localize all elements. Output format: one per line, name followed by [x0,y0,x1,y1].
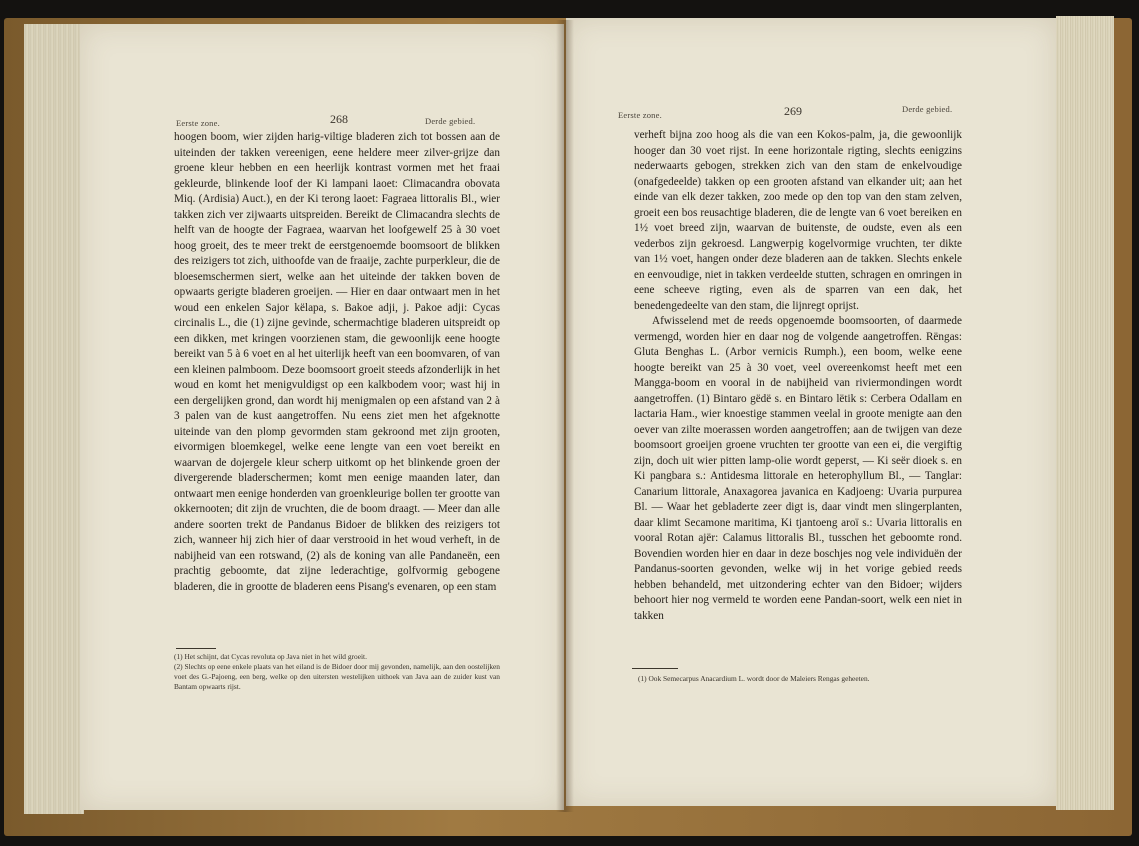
right-page [566,18,1056,806]
footnote: (2) Slechts op eene enkele plaats van het eiland is de Bidoer door mij gevonden, namelijk, aan den oostelijken voet des G.-Pajoeng, een berg, welke op den uitersten westelijken uithoek van Java aan de zuider kust van Bantam opwaarts rijst. [174,662,500,691]
footnote-divider [632,668,678,669]
left-footnotes [174,652,500,692]
paragraph: hoogen boom, wier zijden harig-viltige bladeren zich tot bossen aan de uiteinden der takken vereenigen, eene heldere meer zilver-grijze dan groene kleur hebben en een heerlijk kontrast vormen met het fraai gekleurde, blinkende loof der Ki lampani laoet: Climacandra obovata Miq. (Ardisia) Auct.), en der Ki terong laoet: Fagraea littoralis Bl., wier takken zich ver zijwaarts uitspreiden. Bereikt de Climacandra slechts de helft van de hoogte der Fagraea, waarvan het loofgewelf 25 à 30 voet hoog groeit, des te meer trekt de eerstgenoemde boomsoort de blikken des reizigers tot zich, uithoofde van de fraaije, zachte purperkleur, die de bloesemschermen siert, welke aan het uiteinde der takken boven de opwaarts gerigte bladeren groeijen. — Hier en daar ontwaart men in het woud een enkelen Sajor këlapa, s. Bakoe adji, j. Pakoe adji: Cycas circinalis L., die (1) zijne gevinde, schermachtige bladeren uitspreidt op een dikken, met kringen voorzienen stam, die gewoonlijk eene hoogte bereikt van 5 à 6 voet en al het uiterlijk heeft van een boomvaren, of van een kleinen palmboom. Deze boomsoort groeit steeds afzonderlijk in het woud en komt het menigvuldigst op een kalkbodem voor; wast hij in een dergelijken grond, dan wordt hij menigmalen op een afstand van 2 à 3 palen van de kust aangetroffen. Nu eens ziet men het afgeknotte uiteinde van den plomp gevormden stam gekroond met zijn grooten, eivormigen bloemkegel, welke eene lengte van een voet bereikt en waarvan de dojergele kleur scherp uitkomt op het blinkende groen der divergerende bladerschermen; komt men eenige maanden later, dan ontwaart men eenige honderden van groenkleurige bollen ter grootte van okkernooten; dit zijn de vruchten, die de boom draagt. — Meer dan alle andere soorten trekt de Pandanus Bidoer de blikken des reizigers tot zich, wanneer hij zich hier of daar verstrooid in het woud verheft, in de nabijheid van een rotswand, (2) als de koning van alle Pandaneën, een prachtig geboomte, dat zijne lederachtige, golfvormig gebogene bladeren, die in grootte de bladeren eens Pisang's evenaren, op een stam [174,131,500,593]
running-head-left: Eerste zone. [176,118,220,128]
footnote: (1) Ook Semecarpus Anacardium L. wordt door de Maleiers Rengas geheeten. [638,674,870,683]
right-footnotes [638,674,964,684]
running-head-left: Eerste zone. [618,110,662,120]
page-number: 269 [784,104,802,118]
running-head-right: Derde gebied. [425,116,476,126]
paragraph: Afwisselend met de reeds opgenoemde boomsoorten, of daarmede vermengd, worden hier en daar nog de volgende aangetroffen. Rëngas: Gluta Benghas L. (Arbor vernicis Rumph.), een boom, welke eene hoogte bereikt van 25 à 30 voet, veel overeenkomst heeft met een Mangga-boom en vooral in de nabijheid van riviermondingen wordt aangetroffen. (1) Bintaro gëdë s. en Bintaro lëtik s: Cerbera Odallam en lactaria Ham., wier knoestige stammen veelal in groote menigte aan den oever van zilte moerassen worden aangetroffen; aan de twijgen van deze boomsoort groeijen groene vruchten ter grootte van een ei, die vergiftig zijn, doch uit wier pitten lamp-olie wordt geperst, — Ki seër dioek s. en Ki pangbara s.: Antidesma littorale en heterophyllum Bl., — Tanglar: Canarium littorale, Anaxagorea javanica en Kadjoeng: Uvaria purpurea Bl. — Waar het gebladerte zeer digt is, daar vindt men slingerplanten, daar klimt Secamone maritima, Ki tjantoeng aroï s.: Uvaria littoralis en vooral Rotan ajër: Calamus littoralis Bl., tusschen het geboomte rond. Bovendien worden hier en daar in deze boschjes nog vele individuën der Pandanus-soorten gevonden, welke wij in het vorige gebied reeds hebben behandeld, met uitzondering echter van den Bidoer; wijders behoort hier nog vermeld te worden eene Pandan-soort, welk een niet in takken [634,315,962,622]
book-gutter [556,20,574,812]
page-number: 268 [330,112,348,126]
left-page-edges [24,24,84,814]
running-head-right: Derde gebied. [902,104,953,114]
paragraph: verheft bijna zoo hoog als die van een Kokos-palm, ja, die gewoonlijk hooger dan 30 voet rijst. In eene horizontale rigting, slechts eenigzins nederwaarts gebogen, strekken zich van den stam de enkelvoudige (onafgedeelde) takken op een grooten afstand van elkander uit; aan het einde van elk dezer takken, zoo mede op den top van den stam zelven, groeit een bos reusachtige bladeren, die de lengte van 6 voet bereiken en 1½ voet breed zijn, waarvan de buitenste, de oudste, even als een vederbos zijn gekroesd. Langwerpig kogelvormige vruchten, ter dikte van 1½ voet, hangen onder deze bladeren aan de takken. Slechts enkele en eenvoudige, niet in takken verdeelde stutten, schragen en omringen in eene scheeve rigting, even als de sparren van een dak, het benedengedeelte van den stam, die lijnregt oprijst. [634,129,962,312]
right-body-text [634,128,962,624]
left-body-text [174,130,500,595]
right-page-edges [1056,16,1114,810]
left-page [80,24,564,810]
footnote: (1) Het schijnt, dat Cycas revoluta op Java niet in het wild groeit. [174,652,367,661]
footnote-divider [176,648,216,649]
